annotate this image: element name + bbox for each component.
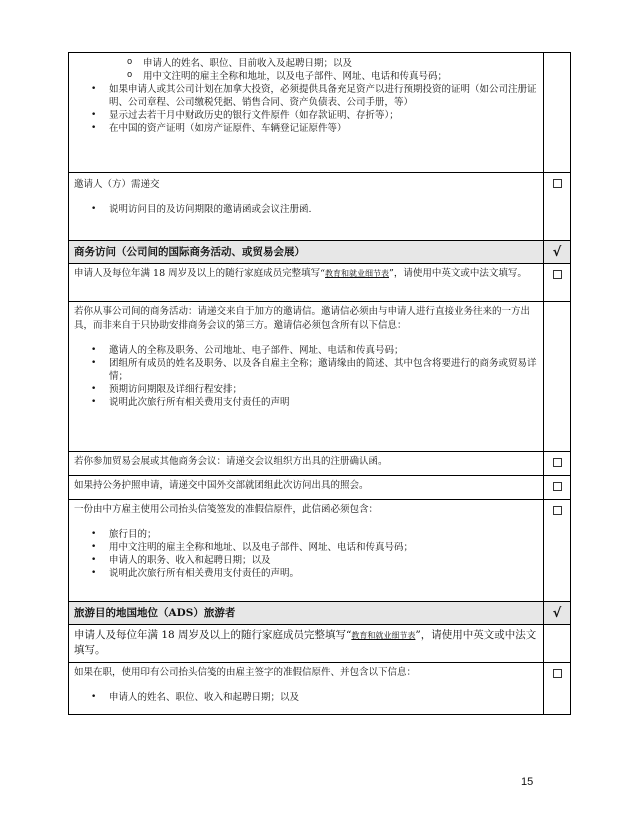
list-item: o 申请人的姓名、职位、目前收入及起聘日期；以及 <box>143 57 539 70</box>
table-row <box>69 53 571 173</box>
text: 申请人及每位年满 18 周岁及以上的随行家庭成员完整填写“ <box>74 268 325 279</box>
section-title: 商务访问（公司间的国际商务活动、或贸易会展） <box>74 246 305 258</box>
list-item: • 用中文注明的雇主全称和地址、以及电子部件、网址、电话和传真号码； <box>109 541 539 554</box>
list-item: • 申请人的姓名、职位、收入和起聘日期；以及 <box>109 691 539 704</box>
bullet-list <box>69 691 543 706</box>
checkbox-cell <box>544 173 571 241</box>
requirements-table <box>68 52 571 715</box>
table-row <box>69 663 571 715</box>
list-item: • 说明此次旅行所有相关费用支付责任的声明 <box>109 396 539 409</box>
text: ”，请使用中英文或中法文填写。 <box>74 629 537 656</box>
check-mark-cell <box>544 241 571 264</box>
checkbox-cell <box>544 476 571 500</box>
table-row <box>69 476 571 500</box>
bullet-list <box>69 528 543 582</box>
list-item: • 旅行目的； <box>109 528 539 541</box>
page-number: 15 <box>521 776 534 788</box>
checkbox-cell <box>544 302 571 452</box>
list-item: • 如果申请人或其公司计划在加拿大投资，必须提供具备充足资产以进行预期投资的证明（如公司注册证明、公司章程、公司缴税凭据、销售合同、资产负债表、公司手册，等） <box>109 83 539 109</box>
checkbox-cell <box>544 500 571 602</box>
row-content <box>69 500 544 602</box>
row-content <box>69 173 544 241</box>
table-row <box>69 302 571 452</box>
table-row <box>69 625 571 663</box>
table-row <box>69 500 571 602</box>
invite-intro: 若你从事公司间的商务活动：请递交来自于加方的邀请信。邀请信必须由与申请人进行直接业务往来的一方出具，而非来自于只协助安排商务会议的第三方。邀请信必须包含所有以下信息： <box>74 306 531 331</box>
table-row <box>69 452 571 476</box>
section-title-cell <box>69 602 544 625</box>
form-link[interactable]: 教育和就业细节表 <box>351 631 416 640</box>
bullet-list <box>69 344 543 411</box>
official-passport-text: 如果持公务护照申请，请递交中国外交部就团组此次访问出具的照会。 <box>74 480 369 491</box>
check-mark-icon: √ <box>552 245 562 260</box>
form-instruction <box>69 264 543 284</box>
table-row <box>69 264 571 302</box>
row-content <box>69 302 544 452</box>
list-item: • 邀请人的全称及职务、公司地址、电子部件、网址、电话和传真号码； <box>109 344 539 357</box>
check-mark-cell <box>544 602 571 625</box>
row-content <box>69 264 544 302</box>
list-item: • 显示过去若干月中财政历史的银行文件原件（如存款证明、存折等）； <box>109 109 539 122</box>
checkbox[interactable] <box>553 270 562 279</box>
checkbox[interactable] <box>553 458 562 467</box>
employed-intro: 如果在职，使用印有公司抬头信笺的由雇主签字的准假信原件、并包含以下信息： <box>74 667 417 678</box>
text: ”，请使用中英文或中法文填写。 <box>389 268 527 279</box>
row-content <box>69 452 544 476</box>
table-row <box>69 173 571 241</box>
list-item: • 说明此次旅行所有相关费用支付责任的声明。 <box>109 567 539 580</box>
section-title: 旅游目的地国地位（ADS）旅游者 <box>74 607 236 619</box>
checkbox[interactable] <box>553 482 562 491</box>
check-mark-icon: √ <box>552 606 562 621</box>
section-header <box>69 602 571 625</box>
checkbox-cell <box>544 452 571 476</box>
sub-list <box>69 57 543 83</box>
form-link[interactable]: 教育和就业细节表 <box>325 269 389 278</box>
list-item: o 用中文注明的雇主全称和地址，以及电子部件、网址、电话和传真号码； <box>143 70 539 83</box>
bullet-list <box>69 83 543 137</box>
row-content <box>69 53 544 173</box>
form-instruction <box>69 625 543 661</box>
section-title-cell <box>69 241 544 264</box>
checkbox-cell <box>544 625 571 663</box>
checkbox-cell <box>544 53 571 173</box>
checkbox[interactable] <box>553 506 562 515</box>
list-item: • 在中国的资产证明（如房产证原件、车辆登记证原件等） <box>109 122 539 135</box>
list-item: • 团组所有成员的姓名及职务、以及各自雇主全称；邀请缘由的简述、其中包含将要进行的商务或贸易详情； <box>109 357 539 383</box>
checkbox-cell <box>544 663 571 715</box>
section-header <box>69 241 571 264</box>
checkbox-cell <box>544 264 571 302</box>
row-content <box>69 476 544 500</box>
checkbox[interactable] <box>553 669 562 678</box>
checkbox[interactable] <box>553 179 562 188</box>
text: 申请人及每位年满 18 周岁及以上的随行家庭成员完整填写“ <box>74 629 352 641</box>
employer-letter-intro: 一份由中方雇主使用公司抬头信笺签发的准假信原件，此信函必须包含： <box>74 504 379 515</box>
list-item: • 说明访问目的及访问期限的邀请函或会议注册函. <box>109 203 539 216</box>
row-content <box>69 663 544 715</box>
trade-fair-text: 若你参加贸易会展或其他商务会议：请递交会议组织方出具的注册确认函。 <box>74 456 388 467</box>
list-item: • 预期访问期限及详细行程安排； <box>109 383 539 396</box>
list-item: • 申请人的职务、收入和起聘日期；以及 <box>109 554 539 567</box>
row-content <box>69 625 544 663</box>
inviter-title: 邀请人（方）需递交 <box>74 179 160 190</box>
bullet-list <box>69 203 543 218</box>
